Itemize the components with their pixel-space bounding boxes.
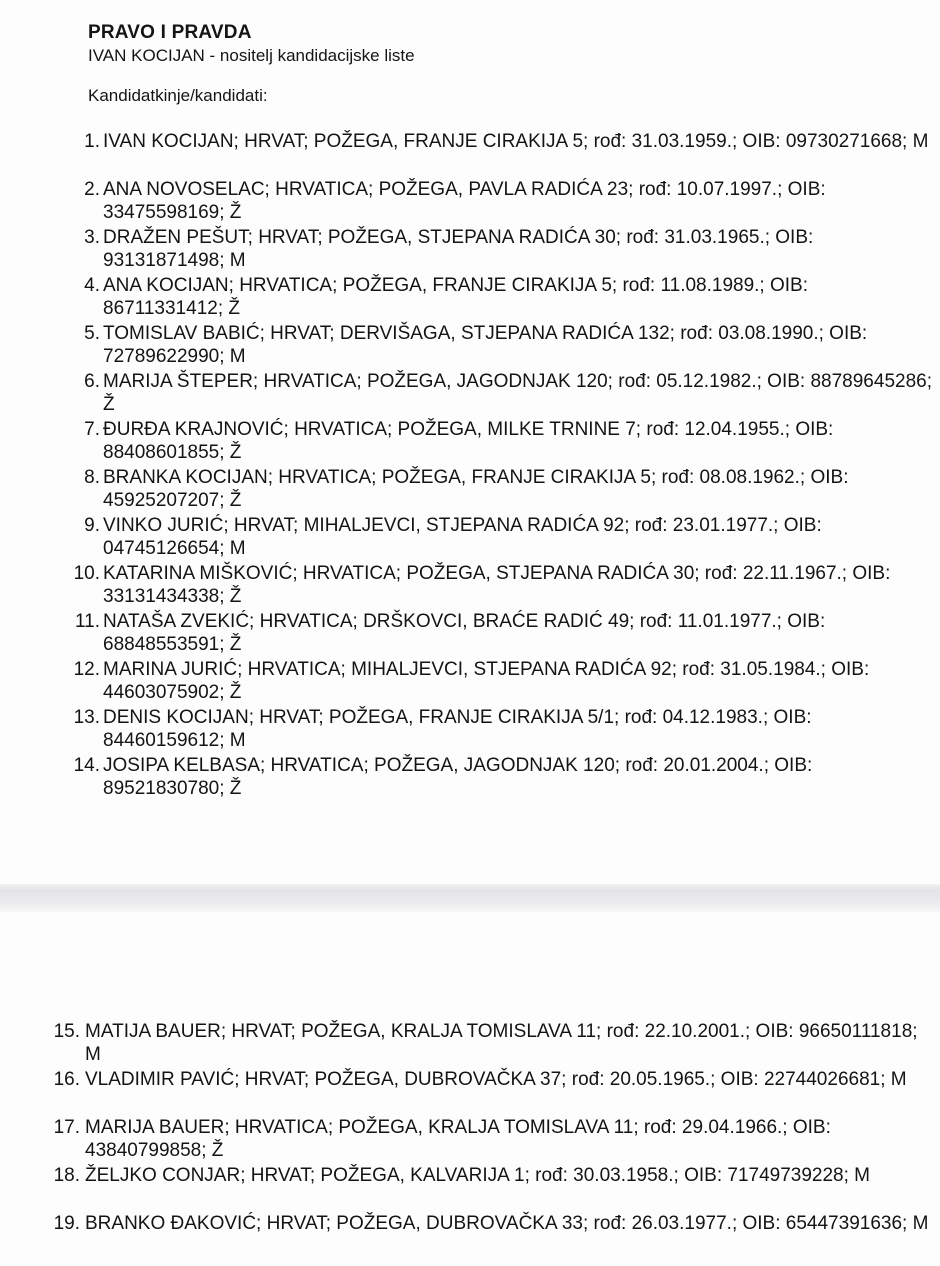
candidate-number: 5. — [84, 323, 100, 344]
candidate-text: MARINA JURIĆ; HRVATICA; MIHALJEVCI, STJEPANA RADIĆA 92; rođ: 31.05.1984.; OIB: 44603075902; Ž — [103, 659, 870, 703]
candidate-item — [0, 610, 930, 658]
candidate-item — [0, 1164, 930, 1212]
candidate-number: 11. — [74, 611, 100, 632]
candidate-item — [0, 130, 930, 178]
candidate-item — [0, 178, 930, 226]
candidate-text: TOMISLAV BABIĆ; HRVAT; DERVIŠAGA, STJEPANA RADIĆA 132; rođ: 03.08.1990.; OIB: 72789622990; M — [103, 323, 868, 367]
candidate-text: NATAŠA ZVEKIĆ; HRVATICA; DRŠKOVCI, BRAĆE RADIĆ 49; rođ: 11.01.1977.; OIB: 68848553591; Ž — [103, 611, 826, 655]
candidate-number: 16. — [53, 1069, 80, 1090]
candidate-number: 19. — [53, 1213, 80, 1234]
candidate-text: ĐURĐA KRAJNOVIĆ; HRVATICA; POŽEGA, MILKE TRNINE 7; rođ: 12.04.1955.; OIB: 88408601855; Ž — [103, 419, 834, 463]
candidate-number: 6. — [84, 371, 100, 392]
candidate-item — [0, 370, 930, 418]
candidate-text: IVAN KOCIJAN; HRVAT; POŽEGA, FRANJE CIRAKIJA 5; rođ: 31.03.1959.; OIB: 09730271668; M — [103, 131, 929, 152]
candidate-number: 2. — [84, 179, 100, 200]
candidate-text: ŽELJKO CONJAR; HRVAT; POŽEGA, KALVARIJA 1; rođ: 30.03.1958.; OIB: 71749739228; M — [85, 1165, 870, 1186]
candidate-number: 17. — [53, 1117, 80, 1138]
candidate-item — [0, 466, 930, 514]
candidate-number: 8. — [84, 467, 100, 488]
candidate-item — [0, 418, 930, 466]
candidate-number: 9. — [84, 515, 100, 536]
candidate-list-page-1 — [0, 130, 930, 802]
candidate-list-page-2 — [0, 1020, 930, 1260]
candidate-item — [0, 226, 930, 274]
candidate-text: MARIJA BAUER; HRVATICA; POŽEGA, KRALJA TOMISLAVA 11; rođ: 29.04.1966.; OIB: 43840799858; Ž — [85, 1117, 831, 1161]
candidate-item — [0, 562, 930, 610]
candidate-text: VINKO JURIĆ; HRVAT; MIHALJEVCI, STJEPANA RADIĆA 92; rođ: 23.01.1977.; OIB: 04745126654; M — [103, 515, 822, 559]
candidate-number: 3. — [84, 227, 100, 248]
candidate-text: KATARINA MIŠKOVIĆ; HRVATICA; POŽEGA, STJEPANA RADIĆA 30; rođ: 22.11.1967.; OIB: 33131434338; Ž — [103, 563, 891, 607]
party-name: PRAVO I PRAVDA — [88, 22, 252, 43]
candidate-number: 14. — [73, 755, 100, 776]
candidate-number: 7. — [84, 419, 100, 440]
candidate-text: BRANKO ĐAKOVIĆ; HRVAT; POŽEGA, DUBROVAČKA 33; rođ: 26.03.1977.; OIB: 65447391636; M — [85, 1213, 929, 1234]
candidate-number: 1. — [84, 131, 100, 152]
candidate-item — [0, 1116, 930, 1164]
candidate-item — [0, 706, 930, 754]
candidates-label: Kandidatkinje/kandidati: — [88, 86, 268, 105]
candidate-text: ANA KOCIJAN; HRVATICA; POŽEGA, FRANJE CIRAKIJA 5; rođ: 11.08.1989.; OIB: 86711331412; Ž — [103, 275, 808, 319]
candidate-item — [0, 658, 930, 706]
candidate-item — [0, 1212, 930, 1260]
candidate-number: 12. — [73, 659, 100, 680]
candidate-item — [0, 754, 930, 802]
document-page-2 — [0, 912, 940, 1266]
candidate-text: BRANKA KOCIJAN; HRVATICA; POŽEGA, FRANJE CIRAKIJA 5; rođ: 08.08.1962.; OIB: 45925207207; Ž — [103, 467, 849, 511]
candidate-item — [0, 1068, 930, 1116]
candidate-text: VLADIMIR PAVIĆ; HRVAT; POŽEGA, DUBROVAČKA 37; rođ: 20.05.1965.; OIB: 22744026681; M — [85, 1069, 907, 1090]
candidate-number: 18. — [53, 1165, 80, 1186]
candidate-item — [0, 514, 930, 562]
candidate-number: 15. — [53, 1021, 80, 1042]
candidate-text: MARIJA ŠTEPER; HRVATICA; POŽEGA, JAGODNJAK 120; rođ: 05.12.1982.; OIB: 88789645286; Ž — [103, 371, 932, 415]
candidate-text: DRAŽEN PEŠUT; HRVAT; POŽEGA, STJEPANA RADIĆA 30; rođ: 31.03.1965.; OIB: 93131871498; M — [103, 227, 814, 271]
candidate-number: 4. — [84, 275, 100, 296]
candidate-number: 10. — [73, 563, 100, 584]
candidate-text: MATIJA BAUER; HRVAT; POŽEGA, KRALJA TOMISLAVA 11; rođ: 22.10.2001.; OIB: 96650111818; M — [85, 1021, 918, 1065]
candidate-number: 13. — [73, 707, 100, 728]
candidate-text: ANA NOVOSELAC; HRVATICA; POŽEGA, PAVLA RADIĆA 23; rođ: 10.07.1997.; OIB: 33475598169; Ž — [103, 179, 826, 223]
candidate-item — [0, 274, 930, 322]
candidate-text: JOSIPA KELBASA; HRVATICA; POŽEGA, JAGODNJAK 120; rođ: 20.01.2004.; OIB: 89521830780; Ž — [103, 755, 813, 799]
list-leader: IVAN KOCIJAN - nositelj kandidacijske liste — [88, 46, 415, 65]
candidate-item — [0, 322, 930, 370]
page-separator — [0, 884, 940, 912]
candidate-item — [0, 1020, 930, 1068]
candidate-text: DENIS KOCIJAN; HRVAT; POŽEGA, FRANJE CIRAKIJA 5/1; rođ: 04.12.1983.; OIB: 84460159612; M — [103, 707, 812, 751]
